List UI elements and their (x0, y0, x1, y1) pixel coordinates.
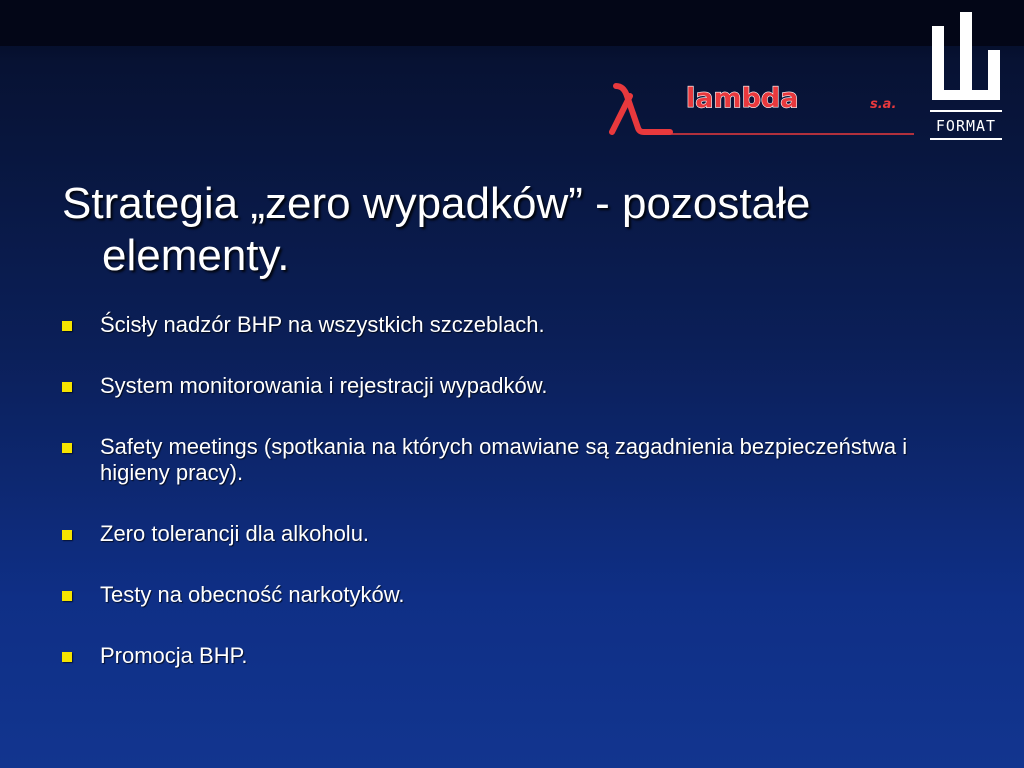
bullet-list (62, 312, 942, 704)
format-logo (926, 10, 1006, 144)
list-item (62, 521, 942, 547)
lambda-logo (608, 80, 918, 140)
list-item (62, 643, 942, 669)
lambda-suffix: s.a. (870, 97, 897, 112)
list-item (62, 312, 942, 338)
bullet-text: Promocja BHP. (100, 643, 248, 668)
bullet-text: Testy na obecność narkotyków. (100, 582, 405, 607)
format-mark-icon (932, 12, 1000, 100)
lambda-wordmark: lambda (686, 83, 799, 114)
list-item (62, 434, 942, 486)
top-band (0, 0, 1024, 46)
bullet-square-icon (62, 443, 72, 453)
bullet-square-icon (62, 530, 72, 540)
bullet-square-icon (62, 652, 72, 662)
bullet-text: Ścisły nadzór BHP na wszystkich szczeblach. (100, 312, 545, 337)
bullet-square-icon (62, 321, 72, 331)
bullet-text: Safety meetings (spotkania na których omawiane są zagadnienia bezpieczeństwa i higieny pracy). (100, 434, 908, 485)
format-wordmark: FORMAT (935, 117, 997, 135)
list-item (62, 582, 942, 608)
slide-title: Strategia „zero wypadków” - pozostałe elementy. (62, 179, 811, 280)
bullet-square-icon (62, 382, 72, 392)
bullet-text: Zero tolerancji dla alkoholu. (100, 521, 370, 546)
list-item (62, 373, 942, 399)
bullet-text: System monitorowania i rejestracji wypadków. (100, 373, 548, 398)
bullet-square-icon (62, 591, 72, 601)
lambda-symbol-icon (612, 86, 670, 132)
